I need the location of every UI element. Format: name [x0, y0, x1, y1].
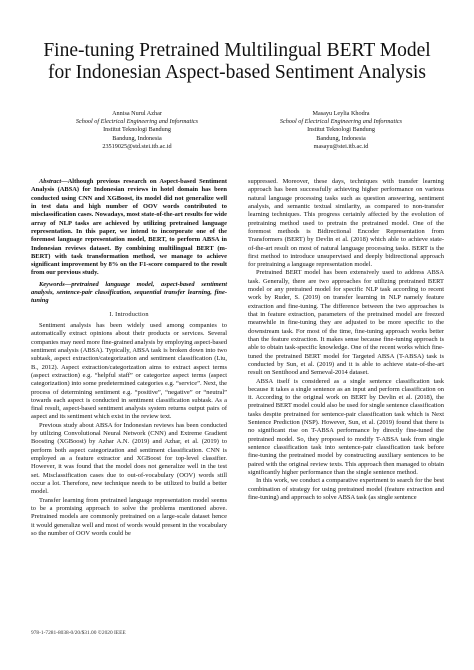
paragraph: Transfer learning from pretrained language representation model seems to be a promising approach to solve the problems mentioned above. Pretrained models are commonly pretrained on a large-scale dataset hence it would generalize well and most of words would present in the vocabulary so the number of OOV words could be: [31, 496, 227, 537]
section-heading-introduction: I. Introduction: [109, 310, 149, 318]
paragraph: Previous study about ABSA for Indonesian reviews has been conducted by utilizing Convolutional Neural Network (CNN) and Extreme Gradient Boosting (XGBoost) by Azhar A.N. (2019) and Azhar, et al. (2019) to perform both aspect categorization and sentiment classification. CNN is employed as a feature extractor and XGBoost for top-level classifier. However, it was found that the model does not generalize well in the test set. Misclassification cases due to out-of-vocabulary (OOV) words still occur a lot. Therefore, new technique needs to be utilized to build a better model.: [31, 421, 227, 496]
paragraph: ABSA itself is considered as a single sentence classification task because it takes a single sentence as an input and perform classification on it. According to the original work on BERT by Devlin et al. (2018), the pretrained BERT model could also be used for single sentence classification tasks despite pretrained for sentence-pair classification task which is Next Sentence Prediction (NSP). However, Sun, et al. (2019) found that there is no significant rise on T-ABSA performance by directly fine-tuned the pretrained model. So, they proposed to modify T-ABSA task from single sentence classification task into sentence-pair classification task before fine-tuning the pretrained model by constructing auxiliary sentences to be paired with the original review texts. This approach then managed to obtain significantly higher performance than the single sentence method.: [248, 377, 444, 476]
paragraph: In this work, we conduct a comparative experiment to search for the best combination of strategy for using pretrained model (feature extraction and fine-tuning) and approach to solve ABSA task (as single sentence: [248, 477, 444, 501]
author-institution: Institut Teknologi Bandung: [103, 126, 171, 134]
abstract-label: Abstract: [39, 178, 62, 185]
paragraph: Pretrained BERT model has been extensively used to address ABSA task. Generally, there are two approaches for utilizing pretrained BERT model or any pretrained model for specific NLP task according to recent work by Ruder, S. (2019) on transfer learning in NLP namely feature extraction and fine-tuning. The difference between the two approaches is that in feature extraction, parameters of the pretrained model are freezed meanwhile in fine-tuning they are adjusted to be more specific to the downstream task. For most of the time, fine-tuning approach works better than the feature extraction. It makes sense because fine-tuning approach is able to obtain task-specific knowledge. One of the recent works which fine-tuned the pretrained BERT model for Targeted ABSA (T-ABSA) task is conducted by Sun, et al. (2019) and it is able to achieve state-of-the-art result on Sentihood and Semeval-2014 dataset.: [248, 269, 444, 377]
right-column: [248, 178, 444, 502]
left-column: [31, 178, 227, 538]
author-name: Annisa Nurul Azhar: [112, 110, 162, 117]
paper-title: [20, 40, 454, 84]
author-email: 23519025@std.stei.itb.ac.id: [102, 142, 172, 150]
author-city: Bandung, Indonesia: [316, 134, 366, 142]
author-block-2: [246, 110, 436, 151]
author-email: masayu@stei.itb.ac.id: [313, 142, 369, 150]
author-institution: Institut Teknologi Bandung: [307, 126, 375, 134]
abstract: [31, 178, 227, 278]
abstract-text: —Although previous research on Aspect-based Sentiment Analysis (ABSA) for Indonesian reviews in hotel domain has been conducted using CNN and XGBoost, its model did not generalize well in test data and high number of OOV words contributed to misclassification cases. Nowadays, most state-of-the-art results for wide array of NLP tasks are achieved by utilizing pretrained language representation. In this paper, we intend to incorporate one of the foremost language representation model, BERT, to perform ABSA in Indonesian reviews dataset. By combining multilingual BERT (m-BERT) with task transformation method, we manage to achieve significant improvement by 8% on the F1-score compared to the result from our previous study.: [31, 178, 227, 277]
author-city: Bandung, Indonesia: [112, 134, 162, 142]
title-line-2: for Indonesian Aspect-based Sentiment Analysis: [47, 62, 426, 83]
author-affiliation: School of Electrical Engineering and Informatics: [75, 118, 199, 126]
paragraph: Sentiment analysis has been widely used among companies to automatically extract opinions about their products or services. Several companies may need more fine-grained analysis by employing aspect-based sentiment analysis (ABSA). Typically, ABSA task is broken down into two subtask, aspect extraction/categorization and sentiment classification (Liu, B., 2012). Aspect extraction/categorization aims to extract aspect terms (aspect extraction) e.g. “helpful staff” or categorize aspect terms (aspect categorization) into some predetermined categories e.g. “service”. Next, the process of determining sentiment e.g. “positive”, “negative” or “neutral” towards each aspect is conducted in sentiment classification subtask. As a final result, aspect-based sentiment analysis system returns output pairs of aspect and its sentiment which exist in the review text.: [31, 322, 227, 421]
author-block-1: [42, 110, 232, 151]
author-affiliation: School of Electrical Engineering and Informatics: [279, 118, 403, 126]
copyright-footer: 978-1-7281-8038-0/20/$31.00 ©2020 IEEE: [31, 630, 126, 636]
paragraph: suppressed. Moreover, these days, techniques with transfer learning approach has been successfully achieving higher performance on various natural language processing tasks such as question answering, sentiment analysis, and semantic textual similarity, as compared to non-transfer learning techniques. This progress certainly affected by the evolution of pretraining method used to pretrain the pretrained model. One of the foremost methods is Bidirectional Encoder Representation from Transformers (BERT) by Devlin et al. (2018) which able to achieve state-of-the-art result on most of natural language processing tasks. BERT is the first method to introduce unsupervised and deeply bidirectional approach for pretraining a language representation model.: [248, 178, 444, 269]
author-name: Masayu Leylia Khodra: [312, 110, 370, 117]
keywords: [31, 281, 227, 306]
title-line-1: Fine-tuning Pretrained Multilingual BERT Model: [43, 40, 431, 61]
keywords-label: Keywords: [39, 280, 65, 288]
keywords-text: —pretrained language model, aspect-based sentiment analysis, sentence-pair classification, sequential transfer learning, fine-tuning: [31, 280, 227, 305]
